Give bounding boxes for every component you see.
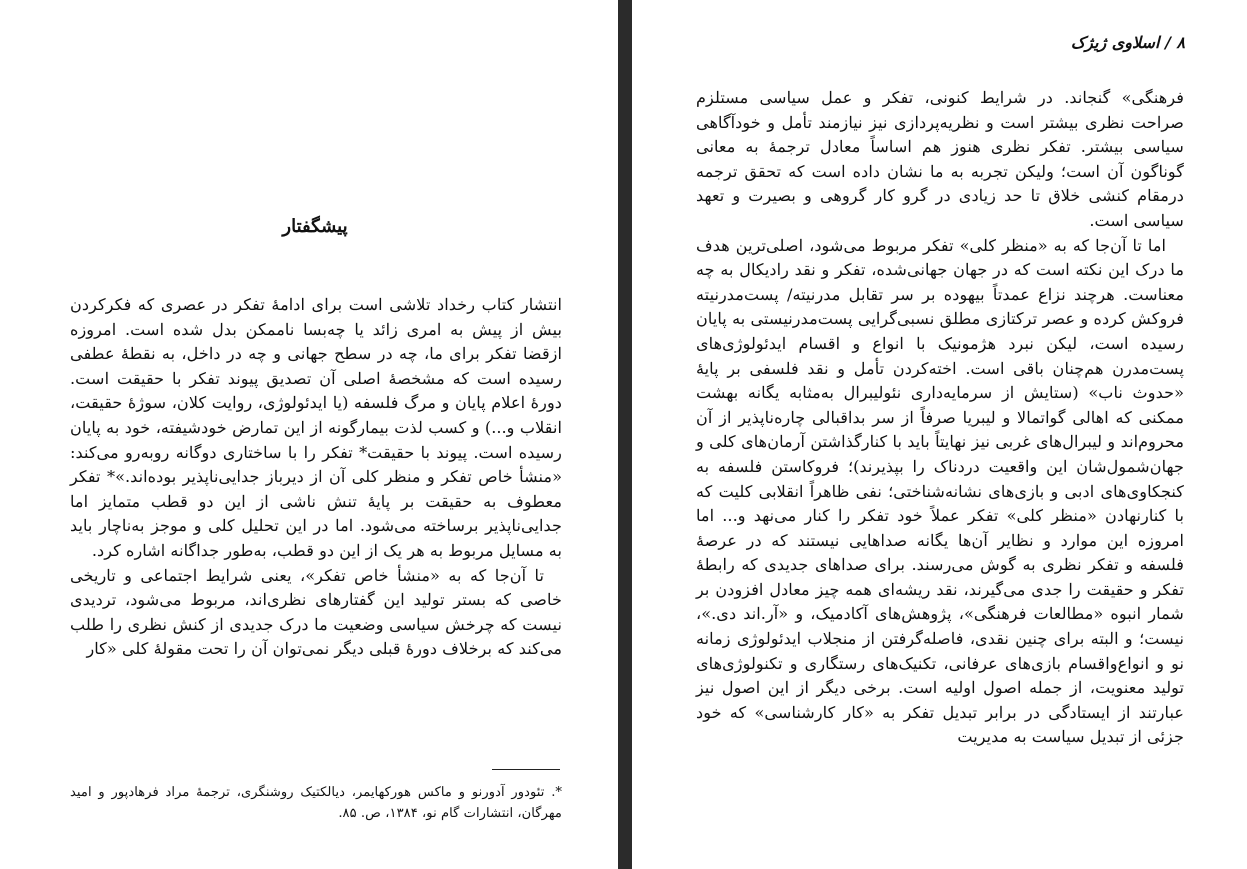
page-number: ۸ (1176, 33, 1185, 52)
running-head (1055, 33, 1185, 52)
left-paragraph-1: انتشار کتاب رخداد تلاشی است برای ادامهٔ تفکر در عصری که فکرکردن بیش از پیش به امری زائد یا چه‌بسا ناممکن بدل شده است. امروزه ازقضا تفکر برای ما، چه در سطح جهانی و چه در داخل، به نقطهٔ عطفی رسیده است که مشخصهٔ اصلی آن تصدیق پیوند تفکر با حقیقت است. دورهٔ اعلام پایان و مرگ فلسفه (یا ایدئولوژی، روایت کلان، سوژهٔ حقیقت، انقلاب و...) و کسب لذت بیمارگونه از این تمارض خودشیفته، خود به پایان رسیده است. پیوند با حقیقت* تفکر را با ساختاری دوگانه روبه‌رو می‌کند: «منشأ خاص تفکر و منظر کلی آن از دیرباز جدایی‌ناپذیر بوده‌اند.»* تفکر معطوف به حقیقت بر پایهٔ تنش ناشی از این دو قطب متمایز اما جدایی‌ناپذیر برساخته می‌شود. اما در این تحلیل کلی و موجز به‌ناچار باید به مسایل مربوط به هر یک از این دو قطب، به‌طور جداگانه اشاره کرد. (70, 295, 562, 560)
right-paragraph-1: فرهنگی» گنجاند. در شرایط کنونی، تفکر و عمل سیاسی مستلزم صراحت نظری بیشتر است و نظریه‌پردازی نیز نیازمند تأمل و خودآگاهی سیاسی بیشتر. تفکر نظری هنوز هم اساساً معادل ترجمهٔ به معانی گوناگون آن است؛ ولیکن تجربه به ما نشان داده است که تحقق ترجمه درمقام کنشی خلاق تا حد زیادی در گرو کار گروهی و بصیرت و تعهد سیاسی است. (696, 88, 1184, 230)
book-gutter (618, 0, 632, 869)
footnote: *. تئودور آدورنو و ماکس هورکهایمر، دیالکتیک روشنگری، ترجمهٔ مراد فرهادپور و امید مهرگان، انتشارات گام نو، ۱۳۸۴، ص. ۸۵. (70, 785, 562, 821)
right-paragraph-2: اما تا آن‌جا که به «منظر کلی» تفکر مربوط می‌شود، اصلی‌ترین هدف ما درک این نکته است که در جهان جهانی‌شده، تفکر و نقد رادیکال به چه معناست. هرچند نزاع عمدتاً بیهوده بر سر تقابل مدرنیته/ پست‌مدرنیته فروکش کرده و عصر ترکتازی مطلق نسبی‌گرایی پست‌مدرنیستی به پایان رسیده است، لیکن نبرد هژمونیک با انواع و اقسام ایدئولوژی‌های پست‌مدرن هم‌چنان باقی است. اخته‌کردن تأمل و نقد فلسفی بر پایهٔ «حدوث ناب» (ستایش از سرمایه‌داری نئولیبرال به‌مثابه یگانه بهشت ممکنی که اهالی گواتمالا و لیبریا صرفاً از سر بداقبالی چاره‌ناپذیر از آن محروم‌اند و لیبرال‌های غربی نیز نهایتاً باید با کنارگذاشتن آرمان‌های کلی و جهان‌شمول‌شان این واقعیت دردناک را بپذیرند)؛ فروکاستن فلسفه به کنجکاوی‌های ادبی و بازی‌های نشانه‌شناختی؛ نفی ظاهراً انقلابی کلیت که با کنارنهادن «منظر کلی» تفکر عملاً خود تفکر را کنار می‌نهد و... اما امروزه این موارد و نظایر آن‌ها یگانه صداهایی نیستند که در عرصهٔ فلسفه و تفکر نظری به گوش می‌رسند. برای صداهای جدیدی که رابطهٔ تفکر و حقیقت را جدی می‌گیرند، نقد ریشه‌ای همه چیز معادل افزودن بر شمار انبوه «مطالعات فرهنگی»، پژوهش‌های آکادمیک، و «آر.اند دی.»، نیست؛ و البته برای چنین نقدی، فاصله‌گرفتن از منجلاب ایدئولوژی زمانه نو و انواع‌واقسام بازی‌های عرفانی، تکنیک‌های رستگاری و تکنولوژی‌های تولید معنویت، از جمله اصول اولیه است. برخی دیگر از این اصول نیز عبارتند از ایستادگی در برابر تبدیل تفکر به «کار کارشناسی» که خود جزئی از تبدیل سیاست به مدیریت (696, 235, 1184, 747)
right-page-body (696, 86, 1184, 750)
header-separator: / (1164, 33, 1171, 52)
left-page-body (70, 293, 562, 662)
chapter-title: پیشگفتار (282, 216, 348, 237)
footnote-rule (492, 769, 560, 770)
left-paragraph-2: تا آن‌جا که به «منشأ خاص تفکر»، یعنی شرایط اجتماعی و تاریخی خاصی که بستر تولید این گفتارهای نظری‌اند، مربوط می‌شود، تردیدی نیست که چرخش سیاسی وضعیت ما درک جدیدی از کنش نظری را طلب می‌کند که برخلاف دورهٔ قبلی دیگر نمی‌توان آن را تحت مقولهٔ کلی «کار (70, 565, 562, 659)
author-name: اسلاوی ژیژک (1070, 33, 1160, 52)
